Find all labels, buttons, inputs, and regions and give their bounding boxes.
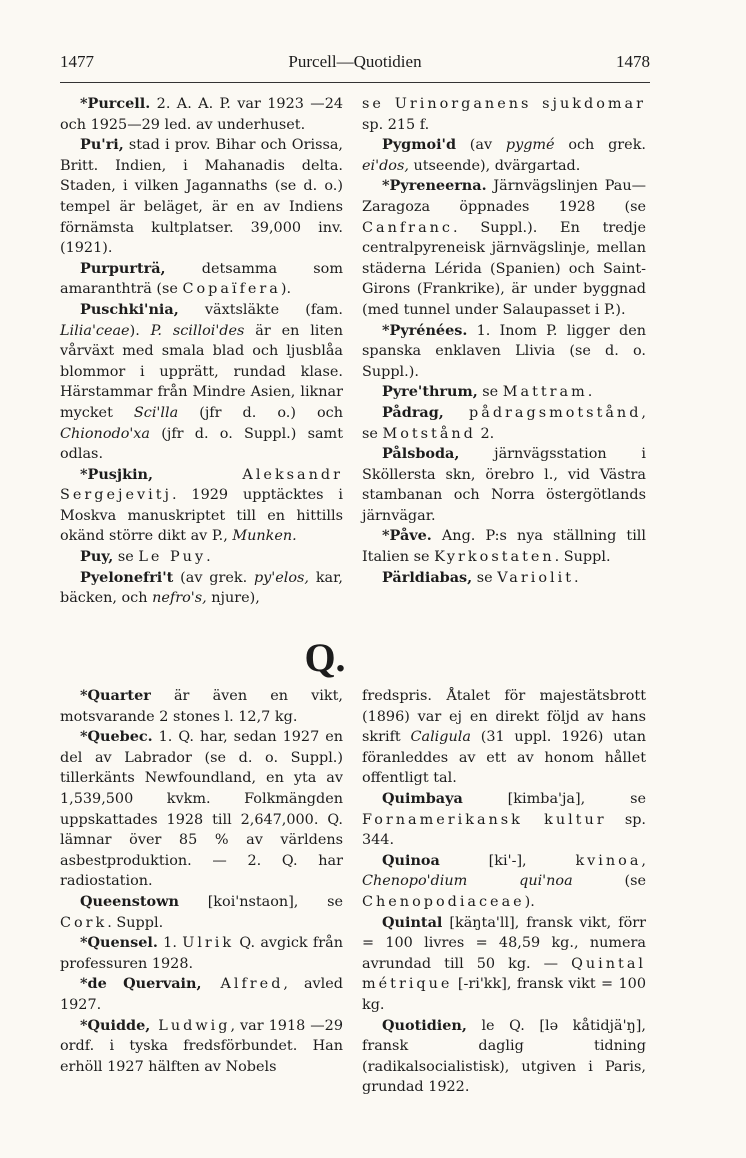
- entry-pyelonefrit: Pyelonefri't (av grek. py'elos, kar, bäcken, och nefro's, njure),: [60, 568, 343, 607]
- headword: *Quebec.: [80, 728, 153, 746]
- headword: Pu'ri,: [80, 136, 124, 154]
- headword: *Quensel.: [80, 934, 158, 952]
- headword: Quimbaya: [382, 789, 463, 807]
- entry-continuation: fredspris. Åtalet för majestätsbrott (1896) var ej en direkt följd av hans skrift Caligula (31 uppl. 1926) utan föranleddes av ett av honom hållet offentligt tal.: [362, 688, 646, 787]
- entry-quimbaya: Quimbaya [kimba'ja], se Fornamerikansk kultur sp. 344.: [362, 789, 646, 849]
- entry-quintal: Quintal [käŋta'll], fransk vikt, förr = 100 livres = 48,59 kg., numera avrundad till 50 kg. — Quintal métrique [-ri'kk], fransk vikt = 100 kg.: [362, 913, 646, 1013]
- entry-quervain: *de Quervain, Alfred, avled 1927.: [60, 975, 343, 1013]
- headword: Pyre'thrum,: [382, 383, 478, 401]
- column-top-right: [362, 94, 646, 588]
- column-top-left: [60, 94, 343, 609]
- headword: Pärldiabas,: [382, 568, 473, 586]
- entry-pyrenees: *Pyrénées. 1. Inom P. ligger den spanska enklaven Llivia (se d. o. Suppl.).: [362, 321, 646, 380]
- entry-continuation: se Urinorganens sjukdomar sp. 215 f.: [362, 96, 646, 133]
- entry-pusjkin: *Pusjkin, Aleksandr Sergejevitj. 1929 upptäcktes i Moskva manuskriptet till en hittills okänd större dikt av P., Munken.: [60, 465, 343, 545]
- entry-padrag: Pådrag, pådragsmotstånd, se Motstånd 2.: [362, 403, 646, 442]
- headword: Quintal: [382, 913, 443, 931]
- column-bottom-right: [362, 686, 646, 1098]
- headword: Purpurträ,: [80, 259, 166, 277]
- entry-quarter: *Quarter är även en vikt, motsvarande 2 stones l. 12,7 kg.: [60, 687, 343, 725]
- headword: Pådrag,: [382, 403, 444, 421]
- entry-puy: Puy, se Le Puy.: [80, 548, 211, 566]
- headword: *Quarter: [80, 687, 151, 704]
- headword: Puy,: [80, 548, 114, 566]
- headword: *Pyreneerna.: [382, 177, 487, 195]
- entry-quinoa: Quinoa [ki'-], kvinoa, Chenopo'dium qui'noa (se Chenopodiaceae).: [362, 851, 646, 910]
- headword: Pyelonefri't: [80, 568, 174, 586]
- entry-purcell: *Purcell. 2. A. A. P. var 1923 —24 och 1925—29 led. av underhuset.: [60, 95, 343, 133]
- column-bottom-left: [60, 686, 343, 1077]
- headword: *Påve.: [382, 527, 432, 545]
- entry-purpurtra: Purpurträ, detsamma som amaranthträ (se Copaïfera).: [60, 259, 343, 298]
- entry-quotidien: Quotidien, le Q. [lə kåtidjä'ŋ], fransk daglig tidning (radikalsocialistisk), utgiven i Paris, grundad 1922.: [362, 1016, 646, 1096]
- entry-quebec: *Quebec. 1. Q. har, sedan 1927 en del av Labrador (se d. o. Suppl.) tillerkänts Newfoundland, en yta av 1,539,500 kvkm. Folkmängden uppskattades 1928 till 2,647,000. Q. lämnar över 85 % av världens asbestproduktion. — 2. Q. har radiostation.: [60, 728, 343, 890]
- headword: *Quidde,: [80, 1016, 151, 1034]
- headword: Puschki'nia,: [80, 300, 179, 318]
- running-title: Purcell—Quotidien: [288, 52, 422, 71]
- headword: *de Quervain,: [80, 975, 202, 993]
- entry-pave: *Påve. Ang. P:s nya ställning till Italien se Kyrkostaten. Suppl.: [362, 527, 646, 566]
- entry-quensel: *Quensel. 1. Ulrik Q. avgick från professuren 1928.: [60, 934, 343, 972]
- section-letter-q: Q.: [304, 635, 346, 680]
- headword: Queenstown: [80, 892, 179, 910]
- headword: *Pyrénées.: [382, 321, 468, 339]
- headword: Pålsboda,: [382, 445, 460, 463]
- entry-puri: Pu'ri, stad i prov. Bihar och Orissa, Britt. Indien, i Mahanadis delta. Staden, i vilken Jagannaths (se d. o.) tempel är beläget, är en av Indiens förnämsta kultplatser. 39,000 inv. (1921).: [60, 136, 343, 257]
- page-number-left: 1477: [60, 52, 94, 71]
- page-number-right: 1478: [616, 52, 650, 71]
- headword: Quotidien,: [382, 1016, 467, 1034]
- entry-puschkinia: Puschki'nia, växtsläkte (fam. Lilia'ceae). P. scilloi'des är en liten vårväxt med smala blad och ljusblåa blommor i upprätt, rundad klase. Härstammar från Mindre Asien, liknar mycket Sci'lla (jfr d. o.) och Chionodo'xa (jfr d. o. Suppl.) samt odlas.: [60, 300, 343, 463]
- page-header: [60, 52, 650, 83]
- headword: Quinoa: [382, 851, 440, 869]
- entry-palsboda: Pålsboda, järnvägsstation i Sköllersta skn, örebro l., vid Västra stambanan och Norra östergötlands järnvägar.: [362, 445, 646, 524]
- entry-queenstown: Queenstown [koi'nstaon], se Cork. Suppl.: [60, 892, 343, 931]
- headword: Pygmoi'd: [382, 136, 457, 154]
- entry-pygmoid: Pygmoi'd (av pygmé och grek. ei'dos, utseende), dvärgartad.: [362, 136, 646, 174]
- entry-quidde: *Quidde, Ludwig, var 1918 —29 ordf. i tyska fredsförbundet. Han erhöll 1927 hälften av Nobels: [60, 1016, 343, 1075]
- entry-pyreneerna: *Pyreneerna. Järnvägslinjen Pau—Zaragoza öppnades 1928 (se Canfranc. Suppl.). En tredje centralpyreneisk järnvägslinje, mellan städerna Lérida (Spanien) och Saint-Girons (Frankrike), är under byggnad (med tunnel under Salaupasset i P.).: [362, 177, 646, 318]
- entry-parldiabas: Pärldiabas, se Variolit.: [382, 568, 579, 586]
- entry-pyrethrum: Pyre'thrum, se Mattram.: [382, 383, 593, 401]
- headword: *Purcell.: [80, 95, 151, 112]
- headword: *Pusjkin,: [80, 465, 154, 483]
